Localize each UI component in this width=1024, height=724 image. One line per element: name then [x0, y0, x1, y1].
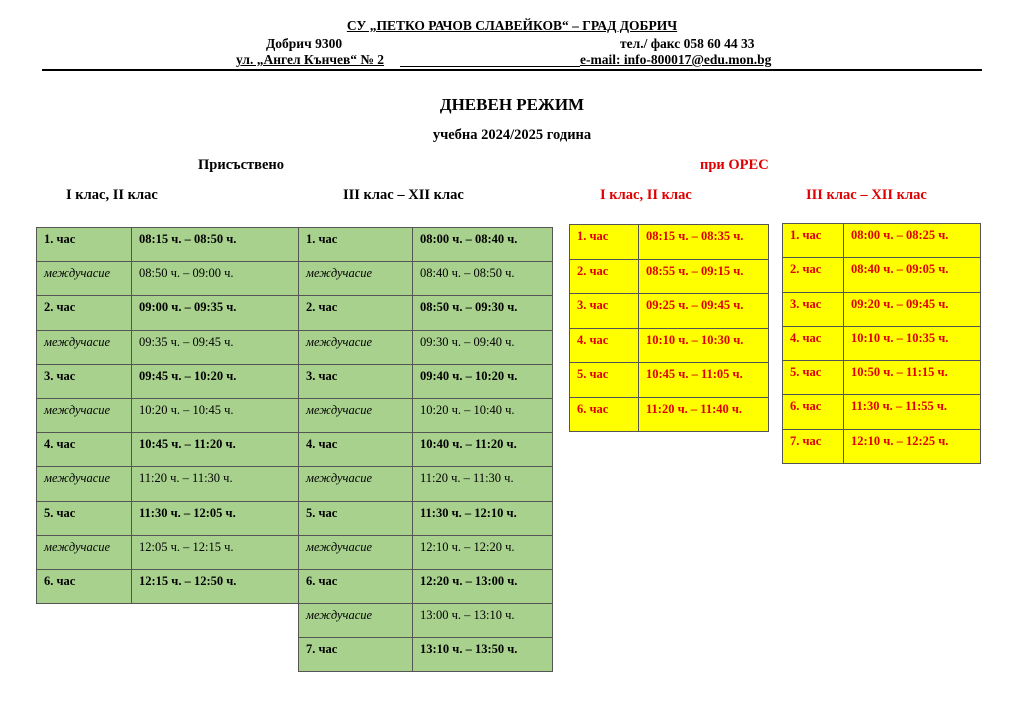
time-cell: 12:05 ч. – 12:15 ч. — [132, 535, 307, 569]
time-cell: 09:45 ч. – 10:20 ч. — [132, 364, 307, 398]
period-cell: 2. час — [783, 258, 844, 292]
table-row — [783, 326, 981, 360]
period-cell: 3. час — [783, 292, 844, 326]
table-row — [783, 429, 981, 463]
table-row — [37, 296, 307, 330]
period-cell: 7. час — [299, 638, 413, 672]
time-cell: 11:30 ч. – 11:55 ч. — [844, 395, 981, 429]
table-row — [570, 328, 769, 363]
time-cell: 08:40 ч. – 09:05 ч. — [844, 258, 981, 292]
schedule-inperson-1-2 — [36, 227, 307, 604]
table-row — [783, 224, 981, 258]
time-cell: 11:20 ч. – 11:30 ч. — [132, 467, 307, 501]
time-cell: 10:50 ч. – 11:15 ч. — [844, 361, 981, 395]
table-row — [37, 330, 307, 364]
time-cell: 09:20 ч. – 09:45 ч. — [844, 292, 981, 326]
street-address: ул. „Ангел Кънчев“ № 2 — [236, 52, 385, 67]
period-cell: 5. час — [783, 361, 844, 395]
time-cell: 11:30 ч. – 12:05 ч. — [132, 501, 307, 535]
heading-remote-1-2: I клас, II клас — [600, 187, 692, 203]
time-cell: 08:15 ч. – 08:50 ч. — [132, 228, 307, 262]
period-cell: 2. час — [37, 296, 132, 330]
time-cell: 12:15 ч. – 12:50 ч. — [132, 569, 307, 603]
table-row — [299, 604, 553, 638]
time-cell: 10:45 ч. – 11:05 ч. — [639, 363, 769, 398]
table-row — [299, 398, 553, 432]
period-cell: 6. час — [37, 569, 132, 603]
period-cell: междучасие — [299, 604, 413, 638]
time-cell: 08:15 ч. – 08:35 ч. — [639, 225, 769, 260]
time-cell: 11:20 ч. – 11:30 ч. — [413, 467, 553, 501]
time-cell: 13:10 ч. – 13:50 ч. — [413, 638, 553, 672]
heading-inperson-3-12: III клас – XII клас — [343, 187, 464, 203]
table-row — [299, 433, 553, 467]
table-row — [570, 397, 769, 432]
table-row — [783, 258, 981, 292]
time-cell: 09:40 ч. – 10:20 ч. — [413, 364, 553, 398]
header-rule — [42, 69, 982, 71]
table-row — [37, 535, 307, 569]
time-cell: 09:30 ч. – 09:40 ч. — [413, 330, 553, 364]
schedule-remote-1-2 — [569, 224, 769, 432]
period-cell: 2. час — [570, 259, 639, 294]
table-row — [299, 638, 553, 672]
table-row — [299, 262, 553, 296]
period-cell: междучасие — [299, 330, 413, 364]
table-row — [570, 363, 769, 398]
table-row — [37, 501, 307, 535]
table-row — [783, 395, 981, 429]
time-cell: 12:10 ч. – 12:20 ч. — [413, 535, 553, 569]
time-cell: 13:00 ч. – 13:10 ч. — [413, 604, 553, 638]
period-cell: междучасие — [299, 535, 413, 569]
time-cell: 09:25 ч. – 09:45 ч. — [639, 294, 769, 329]
table-row — [570, 294, 769, 329]
time-cell: 10:20 ч. – 10:40 ч. — [413, 398, 553, 432]
period-cell: 7. час — [783, 429, 844, 463]
time-cell: 10:45 ч. – 11:20 ч. — [132, 433, 307, 467]
table-row — [299, 296, 553, 330]
period-cell: 4. час — [570, 328, 639, 363]
schedule-inperson-3-12 — [298, 227, 553, 672]
table-row — [299, 330, 553, 364]
table-row — [570, 259, 769, 294]
period-cell: 1. час — [570, 225, 639, 260]
time-cell: 09:00 ч. – 09:35 ч. — [132, 296, 307, 330]
period-cell: 4. час — [37, 433, 132, 467]
mode-remote-heading: при ОРЕС — [700, 157, 769, 173]
period-cell: 4. час — [299, 433, 413, 467]
period-cell: междучасие — [37, 330, 132, 364]
period-cell: 3. час — [299, 364, 413, 398]
time-cell: 11:30 ч. – 12:10 ч. — [413, 501, 553, 535]
heading-remote-3-12: III клас – XII клас — [806, 187, 927, 203]
page-title: ДНЕВЕН РЕЖИМ — [439, 95, 585, 114]
period-cell: междучасие — [37, 262, 132, 296]
table-row — [37, 433, 307, 467]
table-row — [37, 262, 307, 296]
heading-inperson-1-2: I клас, II клас — [66, 187, 158, 203]
time-cell: 08:55 ч. – 09:15 ч. — [639, 259, 769, 294]
period-cell: 2. час — [299, 296, 413, 330]
table-row — [299, 364, 553, 398]
time-cell: 09:35 ч. – 09:45 ч. — [132, 330, 307, 364]
period-cell: междучасие — [299, 467, 413, 501]
table-row — [783, 292, 981, 326]
time-cell: 10:20 ч. – 10:45 ч. — [132, 398, 307, 432]
table-row — [570, 225, 769, 260]
period-cell: 6. час — [570, 397, 639, 432]
table-row — [37, 228, 307, 262]
period-cell: 4. час — [783, 326, 844, 360]
table-row — [783, 361, 981, 395]
time-cell: 10:40 ч. – 11:20 ч. — [413, 433, 553, 467]
period-cell: 5. час — [37, 501, 132, 535]
time-cell: 12:10 ч. – 12:25 ч. — [844, 429, 981, 463]
period-cell: междучасие — [299, 398, 413, 432]
period-cell: 1. час — [783, 224, 844, 258]
time-cell: 08:50 ч. – 09:30 ч. — [413, 296, 553, 330]
period-cell: 3. час — [37, 364, 132, 398]
address-underline — [400, 66, 580, 67]
table-row — [299, 501, 553, 535]
school-year: учебна 2024/2025 година — [432, 127, 592, 143]
period-cell: междучасие — [299, 262, 413, 296]
schedule-remote-3-12 — [782, 223, 981, 464]
city-postcode: Добрич 9300 — [266, 36, 343, 51]
email-address: e-mail: info-800017@edu.mon.bg — [580, 52, 772, 67]
table-row — [299, 569, 553, 603]
period-cell: 1. час — [37, 228, 132, 262]
period-cell: междучасие — [37, 535, 132, 569]
time-cell: 10:10 ч. – 10:35 ч. — [844, 326, 981, 360]
period-cell: 6. час — [783, 395, 844, 429]
period-cell: междучасие — [37, 398, 132, 432]
period-cell: 1. час — [299, 228, 413, 262]
table-row — [37, 364, 307, 398]
period-cell: 5. час — [299, 501, 413, 535]
period-cell: междучасие — [37, 467, 132, 501]
table-row — [37, 467, 307, 501]
time-cell: 08:00 ч. – 08:40 ч. — [413, 228, 553, 262]
table-row — [299, 467, 553, 501]
table-row — [299, 535, 553, 569]
period-cell: 6. час — [299, 569, 413, 603]
period-cell: 3. час — [570, 294, 639, 329]
table-row — [37, 569, 307, 603]
time-cell: 08:50 ч. – 09:00 ч. — [132, 262, 307, 296]
time-cell: 11:20 ч. – 11:40 ч. — [639, 397, 769, 432]
phone-fax: тел./ факс 058 60 44 33 — [620, 36, 755, 51]
time-cell: 08:40 ч. – 08:50 ч. — [413, 262, 553, 296]
time-cell: 10:10 ч. – 10:30 ч. — [639, 328, 769, 363]
school-name: СУ „ПЕТКО РАЧОВ СЛАВЕЙКОВ“ – ГРАД ДОБРИЧ — [346, 18, 678, 33]
table-row — [299, 228, 553, 262]
mode-inperson-heading: Присъствено — [198, 157, 285, 173]
period-cell: 5. час — [570, 363, 639, 398]
time-cell: 08:00 ч. – 08:25 ч. — [844, 224, 981, 258]
time-cell: 12:20 ч. – 13:00 ч. — [413, 569, 553, 603]
table-row — [37, 398, 307, 432]
